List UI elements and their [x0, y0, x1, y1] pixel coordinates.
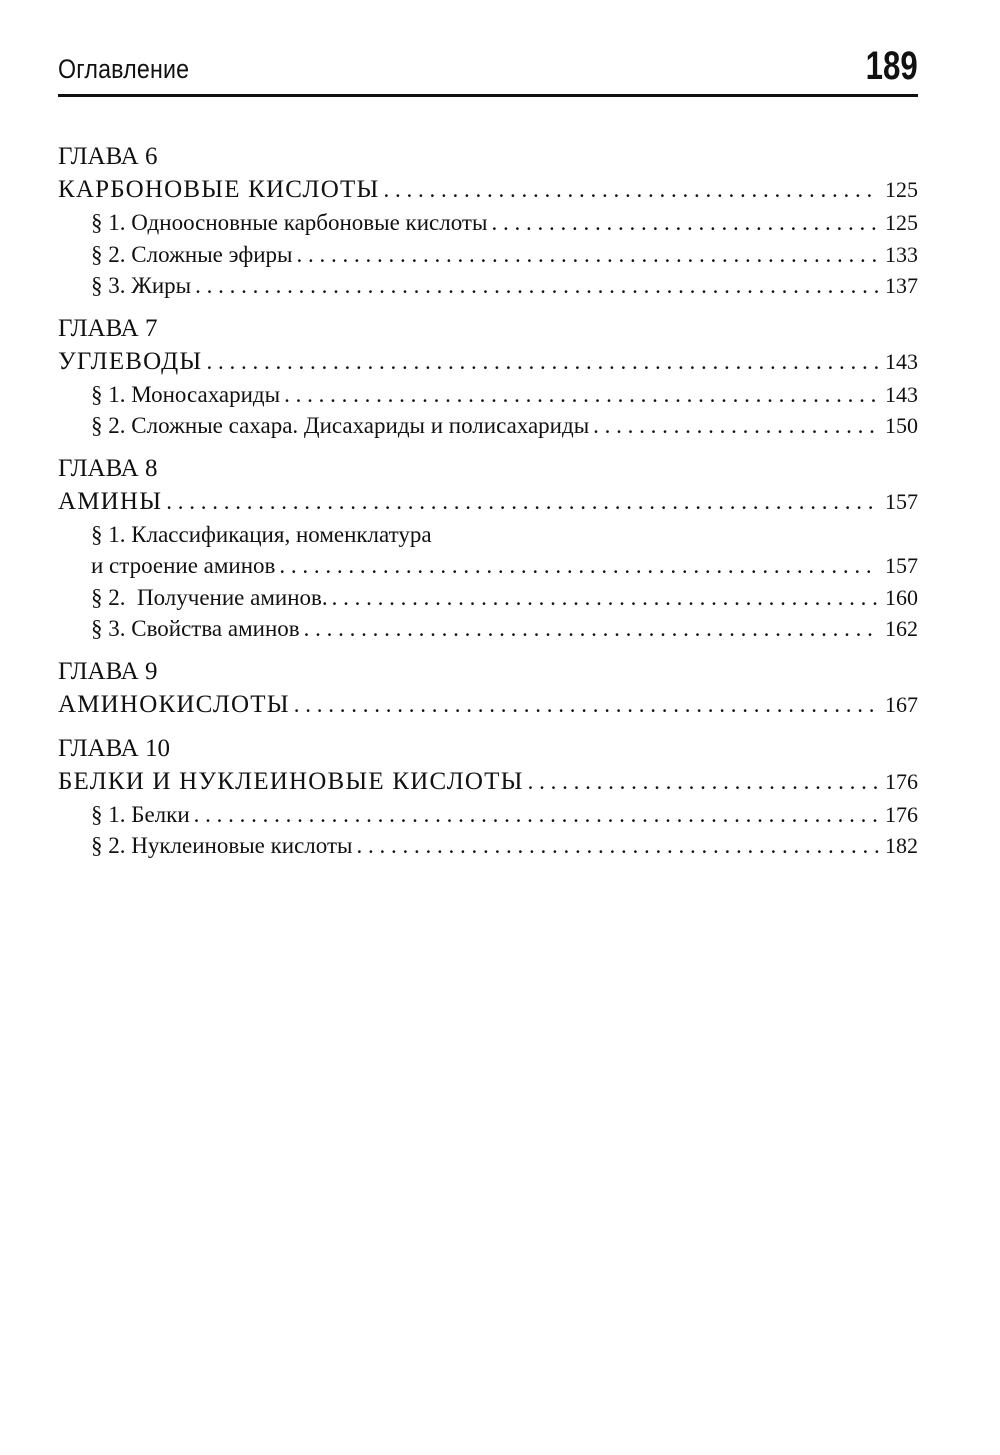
dot-leader — [294, 688, 879, 722]
section-title-line1[interactable]: § 1. Классификация, номенклатура — [91, 521, 432, 547]
dot-leader — [166, 485, 879, 519]
chapter-title-row[interactable] — [58, 345, 918, 379]
section-row[interactable] — [58, 830, 918, 862]
section-row[interactable] — [58, 379, 918, 411]
page-number: 133 — [885, 241, 918, 267]
header-page-number: 189 — [865, 44, 918, 88]
dot-leader — [491, 207, 879, 239]
section-title: § 1. Моносахариды — [91, 381, 281, 407]
chapter-title-row[interactable] — [58, 485, 918, 519]
chapter-title-row[interactable] — [58, 688, 918, 722]
page-number: 150 — [885, 413, 918, 438]
page-number: 125 — [885, 210, 918, 235]
page-number: 176 — [885, 768, 918, 794]
dot-leader — [284, 379, 879, 411]
chapter-title-row[interactable] — [58, 173, 918, 207]
chapter-9 — [58, 656, 918, 722]
chapter-title: АМИНОКИСЛОТЫ — [58, 690, 290, 718]
section-title: и строение аминов — [91, 553, 276, 578]
chapter-title: УГЛЕВОДЫ — [58, 347, 203, 375]
chapter-label: ГЛАВА 8 — [58, 454, 158, 482]
dot-leader — [194, 799, 879, 831]
dot-leader — [383, 173, 879, 207]
section-row[interactable] — [58, 613, 918, 645]
section-title: § 3. Свойства аминов — [91, 616, 300, 641]
chapter-title-row[interactable] — [58, 765, 918, 799]
section-title: § 1. Белки — [91, 801, 190, 827]
section-row[interactable] — [58, 207, 918, 239]
page-number: 125 — [885, 177, 918, 202]
page-number: 143 — [885, 381, 918, 407]
chapter-label: ГЛАВА 7 — [58, 314, 158, 342]
chapter-label: ГЛАВА 6 — [58, 143, 158, 170]
page-number: 157 — [885, 488, 918, 514]
dot-leader — [304, 613, 879, 645]
dot-leader — [332, 582, 879, 614]
section-row[interactable] — [58, 270, 918, 302]
header-title: Оглавление — [58, 54, 190, 84]
dot-leader — [206, 345, 879, 379]
page-number: 176 — [885, 801, 918, 827]
section-row[interactable] — [58, 239, 918, 271]
chapter-title: БЕЛКИ И НУКЛЕИНОВЫЕ КИСЛОТЫ — [58, 767, 524, 795]
section-title: § 1. Одноосновные карбоновые кислоты — [91, 210, 488, 235]
page-number: 143 — [885, 348, 918, 374]
chapter-label: ГЛАВА 10 — [58, 734, 170, 762]
dot-leader — [297, 239, 879, 271]
section-row[interactable] — [58, 410, 918, 442]
chapter-6 — [58, 141, 918, 302]
dot-leader — [195, 270, 879, 302]
section-row[interactable] — [58, 550, 918, 582]
section-row[interactable] — [58, 582, 918, 614]
section-row[interactable] — [58, 799, 918, 831]
chapter-title: АМИНЫ — [58, 487, 163, 515]
running-header — [58, 44, 918, 97]
page-number: 160 — [885, 584, 918, 610]
chapter-8 — [58, 453, 918, 645]
section-title: § 3. Жиры — [91, 273, 192, 298]
section-title: § 2. Получение аминов. — [91, 584, 328, 610]
dot-leader — [528, 765, 879, 799]
section-title: § 2. Сложные эфиры — [91, 241, 293, 267]
page-number: 182 — [885, 833, 918, 858]
dot-leader — [279, 550, 879, 582]
chapter-10 — [58, 733, 918, 862]
chapter-label: ГЛАВА 9 — [58, 657, 158, 685]
chapter-title: КАРБОНОВЫЕ КИСЛОТЫ — [58, 176, 380, 203]
chapter-7 — [58, 313, 918, 442]
table-of-contents — [58, 141, 918, 873]
section-title: § 2. Сложные сахара. Дисахариды и полисахариды — [91, 413, 590, 438]
dot-leader — [356, 830, 879, 862]
page-number: 137 — [885, 273, 918, 298]
dot-leader — [593, 410, 879, 442]
page-number: 157 — [885, 553, 918, 578]
section-title: § 2. Нуклеиновые кислоты — [91, 833, 353, 858]
page-number: 167 — [885, 691, 918, 717]
page-number: 162 — [885, 616, 918, 641]
